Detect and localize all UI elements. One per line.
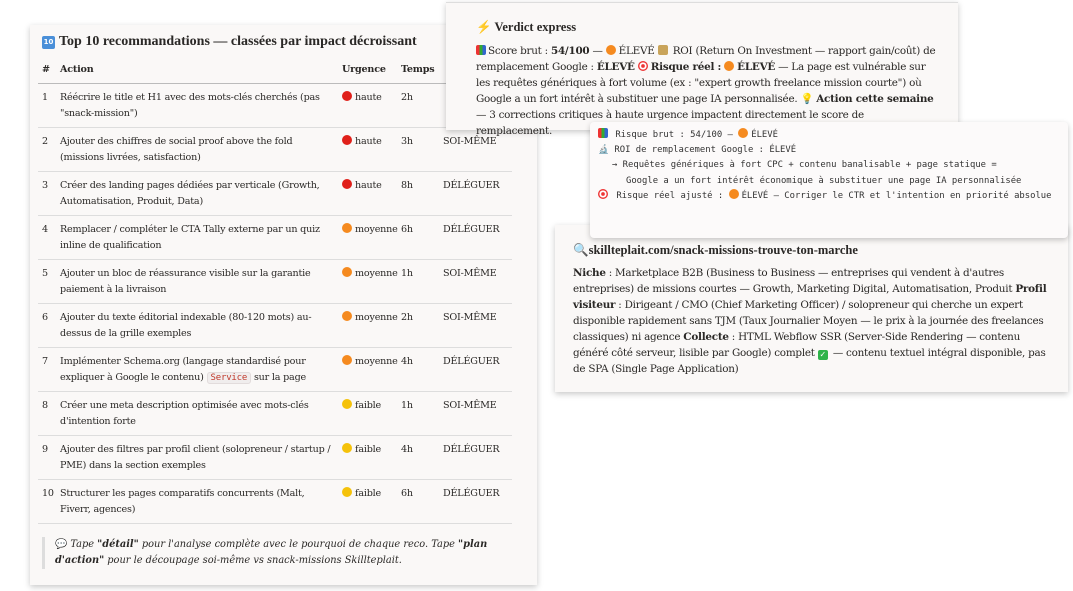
speech-bubble-icon: 💬 [55,539,68,550]
table-row [38,215,512,259]
row-owner: DÉLÉGUER [443,479,512,523]
bar-chart-icon [598,128,608,138]
red-circle-icon [342,91,352,101]
orange-circle-icon [342,355,352,365]
row-owner: SOI-MÊME [443,127,512,171]
orange-circle-icon [342,267,352,277]
row-number: 9 [38,435,60,479]
yellow-circle-icon [342,399,352,409]
row-action: Structurer les pages comparatifs concurrents (Malt, Fiverr, agences) [60,479,342,523]
row-urgency: haute [342,171,401,215]
row-action: Réécrire le title et H1 avec des mots-clés cherchés (pas "snack-mission") [60,83,342,127]
row-action: Ajouter des filtres par profil client (solopreneur / startup / PME) dans la section exemples [60,435,342,479]
row-action: Ajouter du texte éditorial indexable (80-120 mots) au-dessus de la grille exemples [60,303,342,347]
bar-chart-icon [476,45,486,55]
table-row [38,259,512,303]
code-line-roi: 🔬 ROI de remplacement Google : ÉLEVÉ [598,145,797,156]
table-row [38,171,512,215]
orange-circle-icon [342,311,352,321]
row-urgency: moyenne [342,259,401,303]
risk-code-block [590,122,1068,238]
page-info-text: Niche : Marketplace B2B (Business to Business — entreprises qui vendent à d'autres entreprises) de missions courtes — Growth, Marketing Digital, Automatisation, Produit Profil visiteur : Dirigeant / CMO (Chief Marketing Officer) / solopreneur qui cherche un expert disponible rapidement sans TJM (Taux Journalier Moyen — le prix à la journée des freelances classiques) ni agence Collecte : HTML Webflow SSR (Server-Side Rendering — contenu généré côté serveur, lisible par Google) complet ✓ — contenu textuel intégral disponible, pas de SPA (Single Page Application) [573,267,1047,375]
orange-circle-icon [724,61,734,71]
orange-circle-icon [606,45,616,55]
row-time: 3h [401,127,443,171]
row-owner: DÉLÉGUER [443,435,512,479]
row-urgency: moyenne [342,215,401,259]
orange-circle-icon [738,128,748,138]
row-number: 4 [38,215,60,259]
code-line-reason-cont: Google a un fort intérêt économique à substituer une page IA personnalisée [626,175,1022,186]
row-number: 7 [38,347,60,391]
code-line-reason: → Requêtes génériques à fort CPC + contenu banalisable + page statique = [612,160,997,171]
yellow-circle-icon [342,487,352,497]
row-time: 6h [401,479,443,523]
row-time: 2h [401,303,443,347]
row-time: 6h [401,215,443,259]
row-urgency: faible [342,391,401,435]
code-line-risk: Risque brut : 54/100 — ÉLEVÉ [598,128,1063,143]
orange-circle-icon [729,189,739,199]
recommendations-title: 10 Top 10 recommandations — classées par impact décroissant [43,34,417,49]
check-mark-icon: ✓ [819,350,826,359]
target-icon [638,61,648,71]
row-urgency: moyenne [342,303,401,347]
row-number: 6 [38,303,60,347]
red-circle-icon [342,135,352,145]
microscope-icon: 🔬 [598,145,610,156]
row-owner: SOI-MÊME [443,391,512,435]
table-row [38,347,512,391]
row-time: 1h [401,391,443,435]
row-number: 8 [38,391,60,435]
table-row [38,127,512,171]
orange-circle-icon [342,223,352,233]
row-time: 4h [401,347,443,391]
row-urgency: faible [342,435,401,479]
target-icon [598,189,608,199]
row-action: Créer des landing pages dédiées par verticale (Growth, Automatisation, Produit, Data) [60,171,342,215]
table-row [38,435,512,479]
row-action: Remplacer / compléter le CTA Tally externe par un quiz inline de qualification [60,215,342,259]
table-row [38,83,512,127]
row-urgency: moyenne [342,347,401,391]
row-owner: SOI-MÊME [443,303,512,347]
row-urgency: haute [342,83,401,127]
lightbulb-icon: 💡 [800,93,814,105]
code-snippet: Service [207,372,252,384]
lightning-icon: ⚡ [476,20,492,34]
row-time: 1h [401,259,443,303]
page-url-title: 🔍skillteplait.com/snack-missions-trouve-ton-marche [573,243,858,257]
page-info-panel [555,225,1068,392]
table-row [38,391,512,435]
table-row [38,479,512,523]
table-row [38,303,512,347]
row-action: Ajouter un bloc de réassurance visible sur la garantie paiement à la livraison [60,259,342,303]
bank-icon [658,45,668,55]
yellow-circle-icon [342,443,352,453]
verdict-text: Score brut : 54/100 — ÉLEVÉ ROI (Return On Investment — rapport gain/coût) de remplacement Google : ÉLEVÉ Risque réel : ÉLEVÉ — La page est vulnérable sur les requêtes génériques à fort volume (ex : "expert growth freelance mission courte") où Google a un fort intérêt à substituer une page IA personnalisée. 💡 Action cette semaine — 3 corrections critiques à haute urgence impactent directement le score de remplacement. [476,45,936,137]
row-time: 4h [401,435,443,479]
row-urgency: haute [342,127,401,171]
row-number: 10 [38,479,60,523]
col-number: # [38,57,60,83]
row-time: 2h [401,83,443,127]
footer-hint: 💬 Tape "détail" pour l'analyse complète avec le pourquoi de chaque reco. Tape "plan d'action" pour le découpage soi-même vs snack-missions Skillteplait. [42,537,492,569]
verdict-title: ⚡ Verdict express [476,20,577,34]
code-line-adjusted: Risque réel ajusté : ÉLEVÉ — Corriger le CTR et l'intention en priorité absolue [598,189,1063,204]
row-owner: SOI-MÊME [443,259,512,303]
row-action: Ajouter des chiffres de social proof above the fold (missions livrées, satisfaction) [60,127,342,171]
magnifier-icon: 🔍 [573,243,589,257]
row-owner: DÉLÉGUER [443,215,512,259]
keycap-ten-icon: 10 [42,36,55,49]
row-number: 1 [38,83,60,127]
col-action: Action [60,57,342,83]
row-number: 5 [38,259,60,303]
row-owner: DÉLÉGUER [443,171,512,215]
recommendations-table [38,57,512,524]
red-circle-icon [342,179,352,189]
col-time: Temps [401,57,443,83]
row-action: Implémenter Schema.org (langage standardisé pour expliquer à Google le contenu) Service sur la page [60,347,342,391]
row-number: 2 [38,127,60,171]
row-owner: DÉLÉGUER [443,347,512,391]
row-action: Créer une meta description optimisée avec mots-clés d'intention forte [60,391,342,435]
col-urgency: Urgence [342,57,401,83]
row-number: 3 [38,171,60,215]
row-urgency: faible [342,479,401,523]
row-time: 8h [401,171,443,215]
